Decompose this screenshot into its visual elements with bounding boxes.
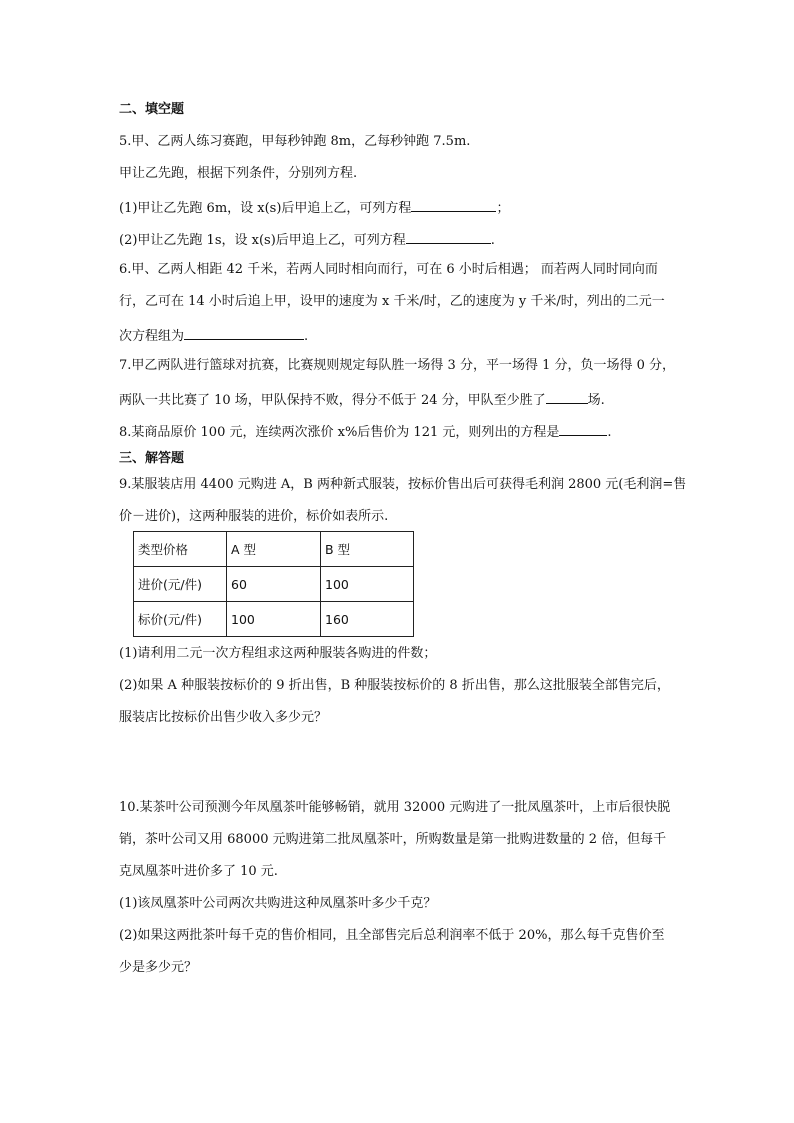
section-heading-fill-in: 二、填空题 <box>119 102 185 117</box>
q5-part-1-end: ； <box>496 201 510 216</box>
q9-line-1: 9.某服装店用 4400 元购进 A，B 两种新式服装，按标价售出后可获得毛利润 2800 元(毛利润=售 <box>119 477 687 492</box>
q8-line-end: . <box>607 425 612 440</box>
table-cell: 标价(元/件) <box>134 602 227 637</box>
table-row <box>134 602 414 637</box>
table-cell: 160 <box>321 602 414 637</box>
q7-line-1: 7.甲乙两队进行篮球对抗赛，比赛规则规定每队胜一场得 3 分，平一场得 1 分，负一场得 0 分， <box>119 358 676 373</box>
q7-line-2-end: 场. <box>587 393 605 408</box>
table-cell: 60 <box>227 567 321 602</box>
q10-line-1: 10.某茶叶公司预测今年凤凰茶叶能够畅销，就用 32000 元购进了一批凤凰茶叶，上市后很快脱 <box>119 800 671 815</box>
q6-line-1: 6.甲、乙两人相距 42 千米，若两人同时相向而行，可在 6 小时后相遇； 而若两人同时同向而 <box>119 262 658 277</box>
answer-blank[interactable] <box>546 389 588 404</box>
table-cell: 100 <box>321 567 414 602</box>
q6-line-3-end: . <box>304 329 309 344</box>
section-heading-answer: 三、解答题 <box>119 451 185 466</box>
q6-line-2: 行，乙可在 14 小时后追上甲，设甲的速度为 x 千米/时，乙的速度为 y 千米/时，列出的二元一 <box>119 294 665 309</box>
q8-line <box>119 421 612 442</box>
q5-part-1-text: (1)甲让乙先跑 6m，设 x(s)后甲追上乙，可列方程 <box>119 201 412 216</box>
answer-blank[interactable] <box>184 325 304 340</box>
q5-part-2 <box>119 229 495 250</box>
q9-line-2: 价－进价)，这两种服装的进价，标价如表所示. <box>119 509 389 524</box>
q10-part-2-line-2: 少是多少元？ <box>119 960 198 975</box>
table-cell: B 型 <box>321 532 414 567</box>
q6-line-3 <box>119 325 308 346</box>
q9-part-1: (1)请利用二元一次方程组求这两种服装各购进的件数； <box>119 646 437 661</box>
price-table <box>133 531 414 637</box>
answer-blank[interactable] <box>411 197 496 212</box>
table-cell: 进价(元/件) <box>134 567 227 602</box>
q5-part-2-text: (2)甲让乙先跑 1s，设 x(s)后甲追上乙，可列方程 <box>119 233 406 248</box>
table-cell: 100 <box>227 602 321 637</box>
q10-line-2: 销，茶叶公司又用 68000 元购进第二批凤凰茶叶，所购数量是第一批购进数量的 2 倍，但每千 <box>119 832 667 847</box>
q7-line-2-text: 两队一共比赛了 10 场，甲队保持不败，得分不低于 24 分，甲队至少胜了 <box>119 393 546 408</box>
table-row <box>134 532 414 567</box>
q9-part-2-line-1: (2)如果 A 种服装按标价的 9 折出售，B 种服装按标价的 8 折出售，那么这批服装全部售完后， <box>119 678 670 693</box>
q9-part-2-line-2: 服装店比按标价出售少收入多少元？ <box>119 710 328 725</box>
q5-line-2: 甲让乙先跑，根据下列条件，分别列方程. <box>119 166 358 181</box>
q5-part-1 <box>119 197 509 218</box>
q8-line-text: 8.某商品原价 100 元，连续两次涨价 x%后售价为 121 元，则列出的方程是 <box>119 425 560 440</box>
table-cell: A 型 <box>227 532 321 567</box>
answer-blank[interactable] <box>406 229 491 244</box>
q6-line-3-text: 次方程组为 <box>119 329 185 344</box>
table-row <box>134 567 414 602</box>
q5-part-2-end: . <box>490 233 495 248</box>
q5-line-1: 5.甲、乙两人练习赛跑，甲每秒钟跑 8m，乙每秒钟跑 7.5m. <box>119 134 471 149</box>
table-cell: 类型价格 <box>134 532 227 567</box>
q10-part-1: (1)该凤凰茶叶公司两次共购进这种凤凰茶叶多少千克？ <box>119 896 437 911</box>
q10-part-2-line-1: (2)如果这两批茶叶每千克的售价相同，且全部售完后总利润率不低于 20%，那么每千克售价至 <box>119 928 665 943</box>
q10-line-3: 克凤凰茶叶进价多了 10 元. <box>119 864 278 879</box>
q7-line-2 <box>119 389 605 410</box>
answer-blank[interactable] <box>559 421 607 436</box>
